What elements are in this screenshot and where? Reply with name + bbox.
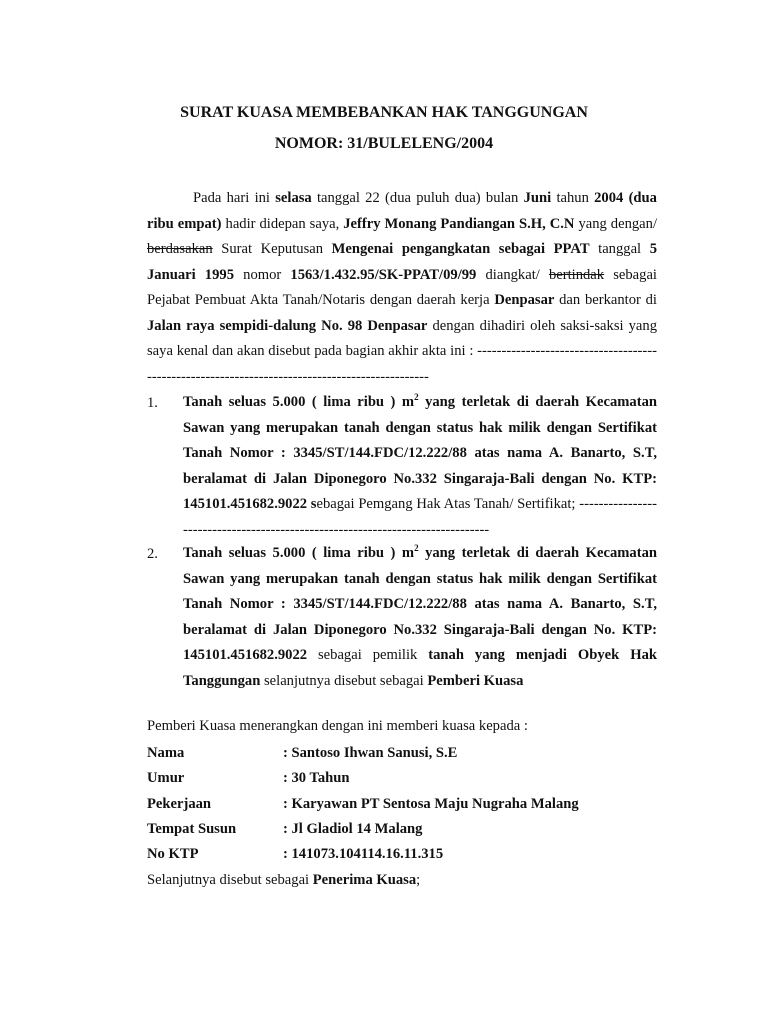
field-label: Tempat Susun	[147, 821, 237, 837]
list-item: Tanah seluas 5.000 ( lima ribu ) $m^2$ yang terletak di daerah Kecamatan Sawan yang merupakan tanah dengan status hak milik dengan Sertifikat Tanah Nomor : 3345/ST/144.FDC/12.222/88 atas nama A. Banarto, S.T, beralamat di Jalan Diponegoro No.332 Singaraja-Bali dengan No. KTP: 145101.451682.9022 sebagai Pemgang Hak Atas Tanah/ Sertifikat; -------------------------------------------------------------------------------	[183, 392, 657, 538]
opening-paragraph: Pada hari ini selasa tanggal 22 (dua puluh dua) bulan Juni tahun 2004 (dua ribu empat) hadir didepan saya, Jeffry Monang Pandiangan S.H, C.N yang dengan/ berdasakan Surat Keputusan Mengenai pengangkatan sebagai PPAT tanggal 5 Januari 1995 nomor 1563/1.432.95/SK-PPAT/09/99 diangkat/ bertindak sebagai Pejabat Pembuat Akta Tanah/Notaris dengan daerah kerja Denpasar dan berkantor di Jalan raya sempidi-dalung No. 98 Denpasar dengan dihadiri oleh saksi-saksi yang saya kenal dan akan disebut pada bagian akhir akta ini : -----------------------------------------------------------------------------------------------	[147, 190, 658, 385]
field-label: Nama	[147, 745, 185, 761]
document-title: SURAT KUASA MEMBEBANKAN HAK TANGGUNGAN	[180, 104, 588, 121]
item-number: 1.	[147, 395, 158, 411]
field-value: : 30 Tahun	[283, 770, 350, 786]
field-label: Pekerjaan	[147, 796, 212, 812]
item-number: 2.	[147, 546, 158, 562]
field-value: : 141073.104114.16.11.315	[283, 846, 444, 862]
notary-name: Jeffry Monang Pandiangan S.H, C.N	[343, 215, 575, 232]
closing-line: Selanjutnya disebut sebagai Penerima Kuasa;	[147, 872, 421, 888]
document-number: NOMOR: 31/BULELENG/2004	[274, 135, 494, 152]
intro-line: Pemberi Kuasa menerangkan dengan ini memberi kuasa kepada :	[147, 718, 528, 734]
field-label: Umur	[147, 770, 185, 786]
field-label: No KTP	[147, 846, 199, 862]
field-value: : Jl Gladiol 14 Malang	[283, 821, 423, 837]
field-value: : Santoso Ihwan Sanusi, S.E	[283, 745, 458, 761]
field-value: : Karyawan PT Sentosa Maju Nugraha Malang	[283, 796, 579, 812]
list-item: Tanah seluas 5.000 ( lima ribu ) $m^2$ yang terletak di daerah Kecamatan Sawan yang merupakan tanah dengan status hak milik dengan Sertifikat Tanah Nomor : 3345/ST/144.FDC/12.222/88 atas nama A. Banarto, S.T, beralamat di Jalan Diponegoro No.332 Singaraja-Bali dengan No. KTP: 145101.451682.9022 sebagai pemilik tanah yang menjadi Obyek Hak Tanggungan selanjutnya disebut sebagai Pemberi Kuasa	[183, 543, 657, 689]
